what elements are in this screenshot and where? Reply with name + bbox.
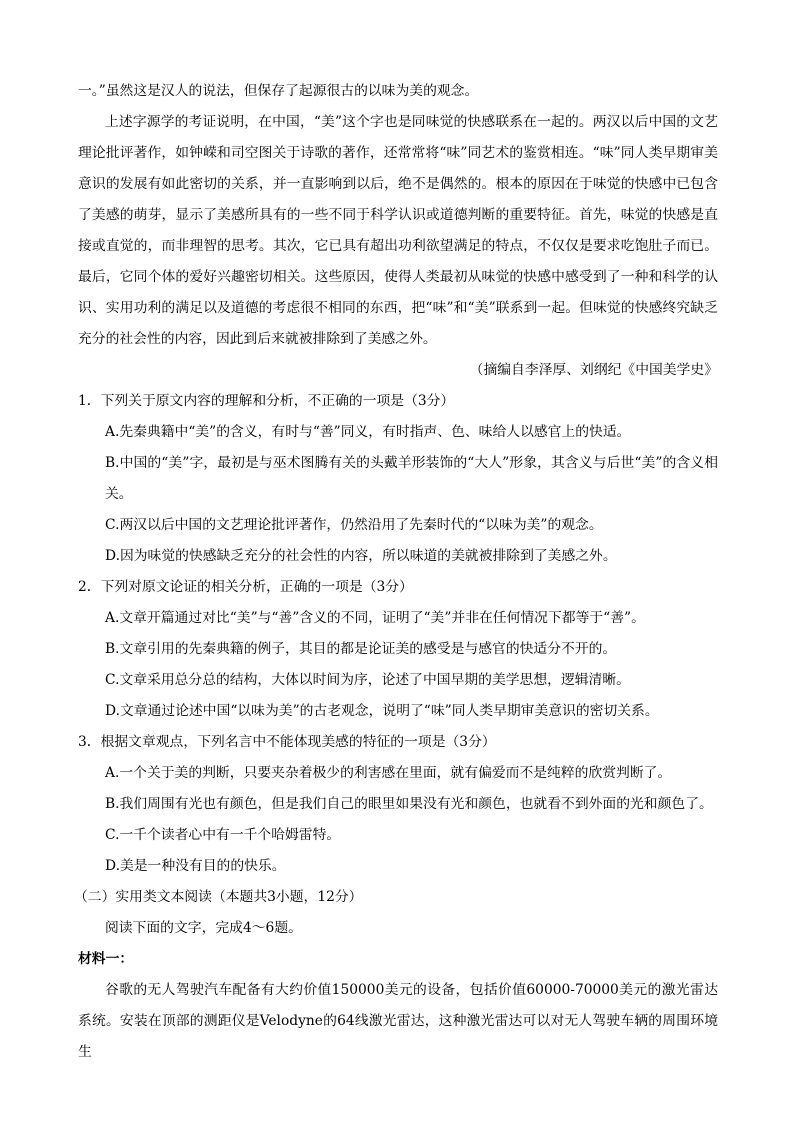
material-label: 材料一： — [78, 951, 134, 967]
option-d: D.美是一种没有目的的快乐。 — [105, 858, 286, 874]
question-1 — [78, 386, 718, 572]
option-a: A.先秦典籍中“美”的含义，有时与“善”同义，有时指声、色、味给人以感官上的快适。 — [105, 424, 631, 440]
option-c: C.文章采用总分总的结构，大体以时间为序，论述了中国早期的美学思想，逻辑清晰。 — [105, 672, 630, 688]
question-2 — [78, 572, 718, 727]
question-stem: 3．根据文章观点，下列名言中不能体现美感的特征的一项是（3分） — [78, 734, 496, 750]
option-c: C.两汉以后中国的文艺理论批评著作，仍然沿用了先秦时代的“以味为美”的观念。 — [105, 517, 603, 533]
option-b: B.我们周围有光也有颜色，但是我们自己的眼里如果没有光和颜色，也就看不到外面的光和颜色了。 — [105, 796, 713, 812]
option-b: B.中国的“美”字，最初是与巫术图腾有关的头戴羊形装饰的“大人”形象，其含义与后世“美”的含义相关。 — [105, 455, 718, 502]
option-d: D.因为味觉的快感缺乏充分的社会性的内容，所以味道的美就被排除到了美感之外。 — [105, 548, 617, 564]
body-paragraph: 上述字源学的考证说明，在中国，“美”这个字也是同味觉的快感联系在一起的。两汉以后中国的文艺理论批评著作，如钟嵘和司空图关于诗歌的著作，还常常将“味”同艺术的鉴赏相连。“味”同人类早期审美意识的发展有如此密切的关系，并一直影响到以后，绝不是偶然的。根本的原因在于味觉的快感中已包含了美感的萌芽，显示了美感所具有的一些不同于科学认识或道德判断的重要特征。首先，味觉的快感是直接或直觉的，而非理智的思考。其次，它已具有超出功利欲望满足的特点，不仅仅是要求吃饱肚子而已。最后，它同个体的爱好兴趣密切相关。这些原因，使得人类最初从味觉的快感中感受到了一种和科学的认识、实用功利的满足以及道德的考虑很不相同的东西，把“味”和“美”联系到一起。但味觉的快感终究缺乏充分的社会性的内容，因此到后来就被排除到了美感之外。 — [78, 114, 718, 347]
question-stem: 2．下列对原文论证的相关分析，正确的一项是（3分） — [78, 579, 413, 595]
material-paragraph: 谷歌的无人驾驶汽车配备有大约价值150000美元的设备，包括价值60000-70000美元的激光雷达系统。安装在顶部的测距仪是Velodyne的64线激光雷达，这种激光雷达可以对无人驾驶车辆的周围环境生 — [78, 982, 718, 1060]
question-3 — [78, 727, 718, 882]
option-a: A.一个关于美的判断，只要夹杂着极少的利害感在里面，就有偏爱而不是纯粹的欣赏判断了。 — [105, 765, 672, 781]
intro-line: 一。”虽然这是汉人的说法，但保存了起源很古的以味为美的观念。 — [78, 83, 479, 99]
option-a: A.文章开篇通过对比“美”与“善”含义的不同，证明了“美”并非在任何情况下都等于“善”。 — [105, 610, 645, 626]
section-heading: （二）实用类文本阅读（本题共3小题，12分） — [74, 889, 363, 905]
citation: （摘编自李泽厚、刘纲纪《中国美学史》 — [469, 362, 718, 378]
document-page — [74, 76, 718, 1068]
section-instruction: 阅读下面的文字，完成4～6题。 — [105, 920, 302, 936]
option-b: B.文章引用的先秦典籍的例子，其目的都是论证美的感受是与感官的快适分不开的。 — [105, 641, 617, 657]
option-d: D.文章通过论述中国“以味为美”的古老观念，说明了“味”同人类早期审美意识的密切关系。 — [105, 703, 659, 719]
question-stem: 1．下列关于原文内容的理解和分析，不正确的一项是（3分） — [78, 393, 455, 409]
option-c: C.一千个读者心中有一千个哈姆雷特。 — [105, 827, 341, 843]
